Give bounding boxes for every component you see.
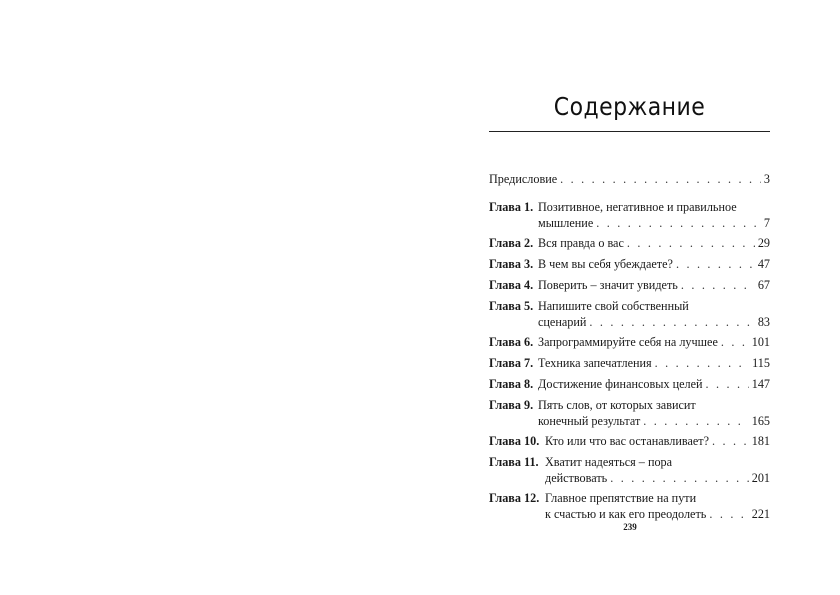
toc-page-number: 101 [751,335,770,349]
toc-entry-title: Кто или что вас останавливает? [545,434,710,448]
toc-page-number: 221 [751,507,770,521]
toc-line [489,376,770,392]
toc-line [489,171,770,187]
page-title: Содержание [553,92,706,121]
toc-entry-title: Пять слов, от которых зависит [538,398,696,412]
toc-entry-chapter-6[interactable] [489,334,770,350]
title-rule [489,131,770,132]
toc-chapter-label: Глава 10. [489,434,540,448]
toc-leader-dots [627,235,755,251]
toc-page-number: 3 [763,172,770,186]
toc-line [489,199,770,215]
toc-line [489,413,770,429]
toc-chapter-label: Глава 7. [489,356,534,370]
toc-entry-chapter-10[interactable] [489,433,770,449]
page-folio-number: 239 [623,522,637,532]
toc-page-number: 83 [757,315,770,329]
toc-line [489,277,770,293]
toc-leader-dots [560,171,761,187]
toc-entry-chapter-1[interactable] [489,199,770,231]
toc-line [489,235,770,251]
toc-page-number: 7 [763,216,770,230]
toc-chapter-label: Глава 11. [489,455,539,469]
toc-chapter-label: Глава 12. [489,491,540,505]
toc-chapter-label: Глава 6. [489,335,534,349]
toc-entry-title-cont: сценарий [538,315,587,329]
toc-entry-chapter-7[interactable] [489,355,770,371]
toc-leader-dots [706,376,749,392]
toc-leader-dots [676,256,755,272]
toc-entry-title: Вся правда о вас [538,236,624,250]
toc-chapter-label: Глава 1. [489,200,534,214]
toc-line [489,397,770,413]
toc-chapter-label: Глава 9. [489,398,534,412]
toc-line [489,215,770,231]
toc-leader-dots [655,355,750,371]
toc-entry-chapter-3[interactable] [489,256,770,272]
toc-line [489,334,770,350]
toc-entry-chapter-5[interactable] [489,298,770,330]
toc-entry-title: Главное препятствие на пути [545,491,697,505]
toc-line [489,256,770,272]
toc-leader-dots [589,314,754,330]
toc-leader-dots [596,215,761,231]
toc-entry-title-cont: действовать [545,471,608,485]
toc-entry-chapter-9[interactable] [489,397,770,429]
toc-entry-title: Поверить – значит увидеть [538,278,678,292]
toc-page-number: 181 [751,434,770,448]
toc-page-number: 201 [751,471,770,485]
toc-line [489,355,770,371]
toc-entry-title: Достижение финансовых целей [538,377,703,391]
toc-line [489,470,770,486]
toc-line [489,433,770,449]
toc-line [489,454,770,470]
toc-entry-chapter-8[interactable] [489,376,770,392]
toc-entry-title-cont: мышление [538,216,594,230]
toc-leader-dots [610,470,749,486]
toc-leader-dots [721,334,749,350]
toc-line [489,490,770,506]
toc-line [489,314,770,330]
toc-entry-title: Хватит надеяться – пора [545,455,673,469]
toc-leader-dots [643,413,748,429]
toc-entry-title: В чем вы себя убеждаете? [538,257,673,271]
toc-entry-preface[interactable] [489,171,770,187]
toc-page-number: 29 [757,236,770,250]
toc-leader-dots [681,277,755,293]
toc-entry-title: Техника запечатления [538,356,652,370]
toc-entry-chapter-2[interactable] [489,235,770,251]
toc-chapter-label: Глава 2. [489,236,534,250]
toc-leader-dots [712,433,749,449]
toc-line [489,298,770,314]
toc-page-number: 67 [757,278,770,292]
toc-entry-chapter-12[interactable] [489,490,770,522]
toc-entry-title: Позитивное, негативное и правильное [538,200,737,214]
toc-page-number: 165 [751,414,770,428]
toc-entry-title-cont: конечный результат [538,414,641,428]
toc-leader-dots [709,506,748,522]
toc-chapter-label: Глава 3. [489,257,534,271]
toc-chapter-label: Глава 5. [489,299,534,313]
toc-entry-title: Напишите свой собственный [538,299,689,313]
toc-entry-title: Запрограммируйте себя на лучшее [538,335,718,349]
toc-line [489,506,770,522]
toc-entry-chapter-4[interactable] [489,277,770,293]
toc-chapter-label: Глава 4. [489,278,534,292]
toc-entry-title: Предисловие [489,172,558,186]
toc-page-number: 115 [752,356,770,370]
toc-entry-chapter-11[interactable] [489,454,770,486]
toc-page-number: 147 [751,377,770,391]
toc-entry-title-cont: к счастью и как его преодолеть [545,507,707,521]
toc-page-number: 47 [757,257,770,271]
toc-chapter-label: Глава 8. [489,377,534,391]
